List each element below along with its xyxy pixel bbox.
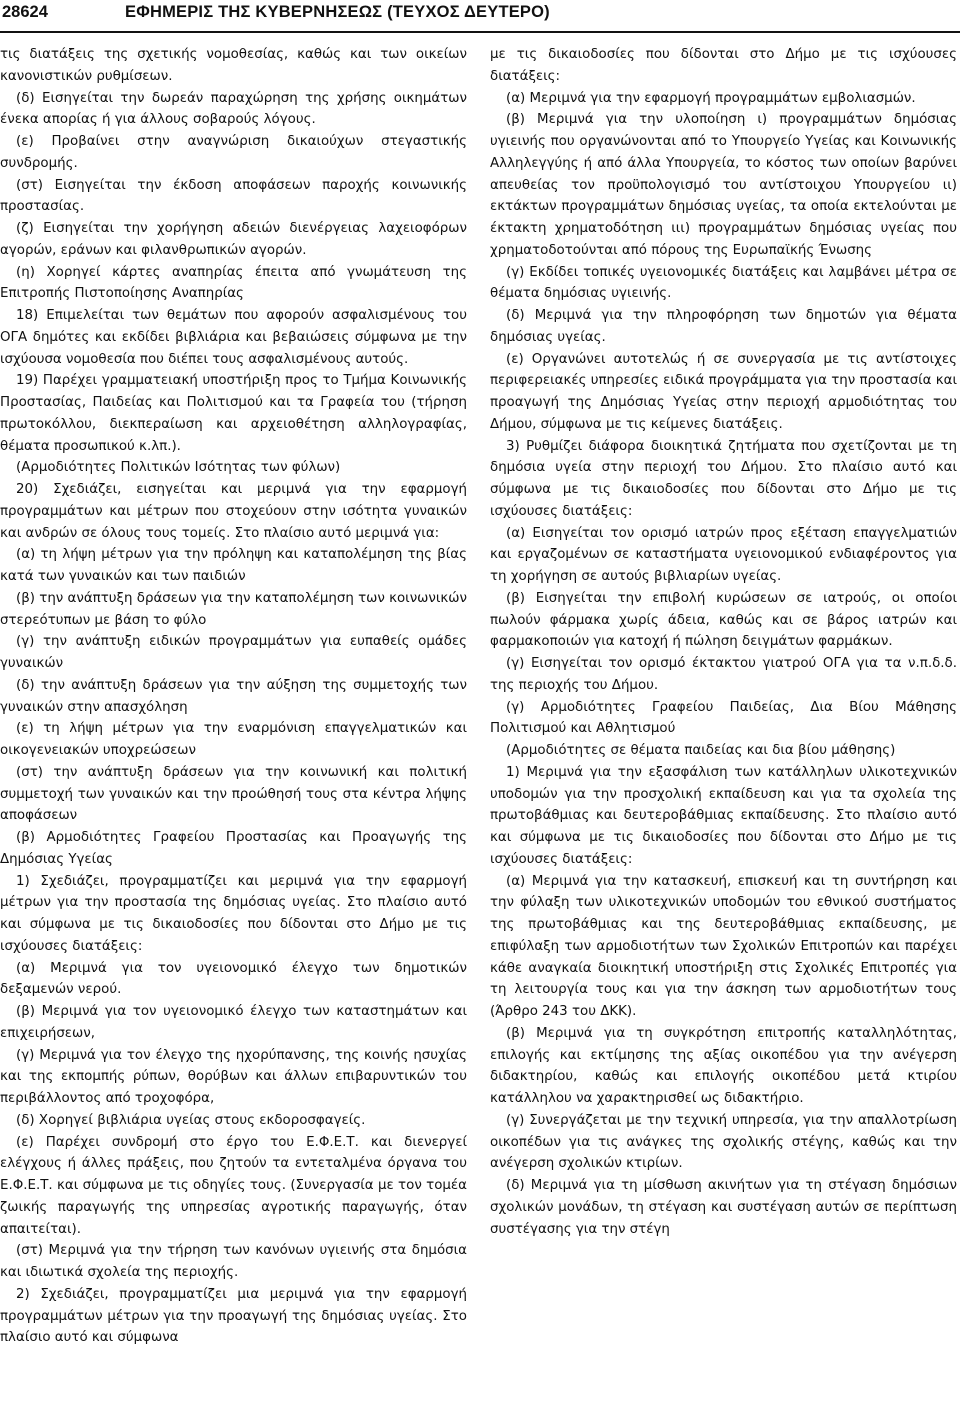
paragraph: (Αρμοδιότητες Πολιτικών Ισότητας των φύλων) xyxy=(16,460,341,476)
paragraph: (δ) Εισηγείται την δωρεάν παραχώρηση της χρήσης οικημάτων ένεκα απορίας ή για άλλους σοβαρούς λόγους. xyxy=(0,90,467,128)
paragraph: (δ) Μεριμνά για τη μίσθωση ακινήτων για τη στέγαση δημόσιων σχολικών μονάδων, τη στέγαση και συστέγαση αυτών σε περίπτωση συστέγασης για την στέγη xyxy=(490,1178,957,1237)
paragraph: 2) Σχεδιάζει, προγραμματίζει μια μεριμνά για την εφαρμογή προγραμμάτων μέτρων για την προαγωγή της δημόσιας υγείας. Στο πλαίσιο αυτό και σύμφωνα xyxy=(0,1286,467,1346)
paragraph: 18) Επιμελείται των θεμάτων που αφορούν ασφαλισμένους του ΟΓΑ δημότες και εκδίδει βιβλιάρια και βεβαιώσεις σύμφωνα με την ισχύουσα νομοθεσία που διέπει τους ασφαλισμένους αυτούς. xyxy=(0,308,467,367)
header-rule xyxy=(0,31,960,33)
paragraph: (γ) Εισηγείται τον ορισμό έκτακτου γιατρού ΟΓΑ για τα ν.π.δ.δ. της περιοχής του Δήμου. xyxy=(490,656,957,693)
paragraph: (ε) Παρέχει συνδρομή στο έργο του Ε.Φ.Ε.Τ. και διενεργεί ελέγχους ή άλλες πράξεις, που ζητούν τα εντεταλμένα όργανα του Ε.Φ.Ε.Τ. και σύμφωνα με τις οδηγίες τους. (Συνεργασία με τον τομέα ζωικής παραγωγής της υπηρεσίας αγροτικής παραγωγής, όταν απαιτείται). xyxy=(0,1134,467,1237)
paragraph: 1) Μεριμνά για την εξασφάλιση των κατάλληλων υλικοτεχνικών υποδομών για την προσχολική εκπαίδευση και για τα σχολεία της πρωτοβάθμιας και δευτεροβάθμιας εκπαίδευσης. Στο πλαίσιο αυτό και σύμφωνα με τις δικαιοδοσίες που δίδονται στο Δήμο με τις ισχύουσες διατάξεις: xyxy=(490,764,957,867)
paragraph: (β) Αρμοδιότητες Γραφείου Προστασίας και Προαγωγής της Δημόσιας Υγείας xyxy=(0,830,467,867)
paragraph: (στ) την ανάπτυξη δράσεων για την κοινωνική και πολιτική συμμετοχή των γυναικών και την προώθησή τους στα κέντρα λήψης αποφάσεων xyxy=(0,764,467,824)
paragraph: 20) Σχεδιάζει, εισηγείται και μεριμνά για την εφαρμογή προγραμμάτων και μέτρων που στοχεύουν στην ισότητα γυναικών και ανδρών σε όλους τους τομείς. Στο πλαίσιο αυτό μεριμνά για: xyxy=(0,482,467,541)
paragraph: (γ) την ανάπτυξη ειδικών προγραμμάτων για ευπαθείς ομάδες γυναικών xyxy=(0,634,467,671)
paragraph: (β) Μεριμνά για την υλοποίηση ι) προγραμμάτων δημόσιας υγιεινής που οργανώνονται από το Υπουργείο Υγείας και Κοινωνικής Αλληλεγγύης ή από άλλα Υπουργεία, το κόστος των οποίων βαρύνει απευθείας τον προϋπολογισμό του αντίστοιχου Υπουργείου ιι) εκτάκτων προγραμμάτων δημόσιας υγείας, τα οποία εκτελούνται με έκτακτη χρηματοδότηση ιιι) προγραμμάτων δημόσιας υγείας που χρηματοδοτούνται από πόρους της Ευρωπαϊκής Ένωσης xyxy=(490,112,957,258)
paragraph: με τις δικαιοδοσίες που δίδονται στο Δήμο με τις ισχύουσες διατάξεις: xyxy=(490,47,957,84)
paragraph: (β) Μεριμνά για τον υγειονομικό έλεγχο των καταστημάτων και επιχειρήσεων, xyxy=(0,1004,467,1041)
left-column xyxy=(0,44,467,1349)
paragraph: (γ) Μεριμνά για τον έλεγχο της ηχορύπανσης, της κοινής ησυχίας και της εκπομπής ρύπων, θορύβων και άλλων επιβαρυντικών του περιβάλλοντος από τροχοφόρα, xyxy=(0,1047,467,1106)
journal-title: ΕΦΗΜΕΡΙΣ ΤΗΣ ΚΥΒΕΡΝΗΣΕΩΣ (ΤΕΥΧΟΣ ΔΕΥΤΕΡΟ) xyxy=(125,3,550,21)
paragraph: (Αρμοδιότητες σε θέματα παιδείας και δια βίου μάθησης) xyxy=(506,743,896,758)
paragraph: (β) Εισηγείται την επιβολή κυρώσεων σε ιατρούς, οι οποίοι πωλούν φάρμακα χωρίς άδεια, καθώς και σε βάρος ιατρών και φαρμακοποιών για κατοχή ή πώληση δειγμάτων φαρμάκων. xyxy=(490,590,957,650)
paragraph: (γ) Αρμοδιότητες Γραφείου Παιδείας, Δια Βίου Μάθησης Πολιτισμού και Αθλητισμού xyxy=(490,699,957,737)
paragraph: (α) Μεριμνά για την κατασκευή, επισκευή και τη συντήρηση και την φύλαξη των υλικοτεχνικών υποδομών του εθνικού συστήματος της πρωτοβάθμιας και της δευτεροβάθμιας εκπαίδευσης, με επιφύλαξη των αρμοδιοτήτων των Σχολικών Επιτροπών και παρέχει κάθε αναγκαία διοικητική υποστήριξη στις Σχολικές Επιτροπές για τη λειτουργία τους και για την άσκηση των αρμοδιοτήτων τους (Άρθρο 243 του ΔΚΚ). xyxy=(490,873,957,1019)
paragraph: (γ) Εκδίδει τοπικές υγειονομικές διατάξεις και λαμβάνει μέτρα σε θέματα δημόσιας υγιεινής. xyxy=(490,264,957,302)
right-column xyxy=(490,44,957,1240)
paragraph: (δ) Χορηγεί βιβλιάρια υγείας στους εκδοροσφαγείς. xyxy=(16,1112,366,1128)
paragraph: (α) Μεριμνά για τον υγειονομικό έλεγχο των δημοτικών δεξαμενών νερού. xyxy=(0,960,467,998)
paragraph: (δ) Μεριμνά για την πληροφόρηση των δημοτών για θέματα δημόσιας υγείας. xyxy=(490,308,957,345)
paragraph: (στ) Εισηγείται την έκδοση αποφάσεων παροχής κοινωνικής προστασίας. xyxy=(0,177,467,215)
paragraph: (η) Χορηγεί κάρτες αναπηρίας έπειτα από γνωμάτευση της Επιτροπής Πιστοποίησης Αναπηρίας xyxy=(0,264,467,302)
paragraph: 3) Ρυθμίζει διάφορα διοικητικά ζητήματα που σχετίζονται με τη δημόσια υγεία στην περιοχή του Δήμου. Στο πλαίσιο αυτό και σύμφωνα με τις δικαιοδοσίες που δίδονται στο Δήμο με τις ισχύουσες διατάξεις: xyxy=(490,438,957,519)
paragraph: (ζ) Εισηγείται την χορήγηση αδειών διενέργειας λαχειοφόρων αγορών, εράνων και φιλανθρωπικών αγορών. xyxy=(0,221,467,258)
paragraph: 1) Σχεδιάζει, προγραμματίζει και μεριμνά για την εφαρμογή μέτρων για την προστασία της δημόσιας υγείας. Στο πλαίσιο αυτό και σύμφωνα με τις δικαιοδοσίες που δίδονται στο Δήμο με τις ισχύουσες διατάξεις: xyxy=(0,873,467,954)
paragraph: (β) την ανάπτυξη δράσεων για την καταπολέμηση των κοινωνικών στερεότυπων με βάση το φύλο xyxy=(0,590,467,628)
paragraph: (α) τη λήψη μέτρων για την πρόληψη και καταπολέμηση της βίας κατά των γυναικών και των παιδιών xyxy=(0,547,467,584)
paragraph: (ε) Οργανώνει αυτοτελώς ή σε συνεργασία με τις αντίστοιχες περιφερειακές υπηρεσίες ειδικά προγράμματα για την προστασία και προαγωγή της Δημόσιας Υγείας στην περιοχή αρμοδιότητας του Δήμου, σύμφωνα με τις κείμενες διατάξεις. xyxy=(490,351,957,432)
paragraph: (στ) Μεριμνά για την τήρηση των κανόνων υγιεινής στα δημόσια και ιδιωτικά σχολεία της περιοχής. xyxy=(0,1243,467,1280)
paragraph: (α) Μεριμνά για την εφαρμογή προγραμμάτων εμβολιασμών. xyxy=(506,90,916,106)
page-header xyxy=(0,0,960,30)
page-number: 28624 xyxy=(2,3,48,21)
paragraph: (β) Μεριμνά για τη συγκρότηση επιτροπής καταλληλότητας, επιλογής και εκτίμησης της αξίας οικοπέδου για την ανέγερση διδακτηρίου, καθώς και επιλογής οικοπέδου μετά κτιρίου κατάλληλου να χαρακτηρισθεί ως διδακτήριο. xyxy=(490,1025,957,1106)
paragraph: τις διατάξεις της σχετικής νομοθεσίας, καθώς και των οικείων κανονιστικών ρυθμίσεων. xyxy=(0,47,467,84)
paragraph: (γ) Συνεργάζεται με την τεχνική υπηρεσία, για την απαλλοτρίωση οικοπέδων για τις ανάγκες της σχολικής στέγης, καθώς και την ανέγερση σχολικών κτιρίων. xyxy=(490,1112,957,1172)
paragraph: (ε) τη λήψη μέτρων για την εναρμόνιση επαγγελματικών και οικογενειακών υποχρεώσεων xyxy=(0,721,467,758)
paragraph: (ε) Προβαίνει στην αναγνώριση δικαιούχων στεγαστικής συνδρομής. xyxy=(0,134,467,171)
paragraph: (α) Εισηγείται τον ορισμό ιατρών προς εξέταση επαγγελματιών και εργαζομένων σε καταστήματα υγειονομικού ενδιαφέροντος για τη χορήγηση σε αυτούς βιβλιαρίων υγείας. xyxy=(490,525,957,584)
paragraph: (δ) την ανάπτυξη δράσεων για την αύξηση της συμμετοχής των γυναικών στην απασχόληση xyxy=(0,677,467,715)
paragraph: 19) Παρέχει γραμματειακή υποστήριξη προς το Τμήμα Κοινωνικής Προστασίας, Παιδείας και Πολιτισμού και τα Γραφεία του (τήρηση πρωτοκόλλου, διεκπεραίωση και αρχειοθέτηση αλληλογραφίας, θέματα προσωπικού κ.λπ.). xyxy=(0,373,467,454)
